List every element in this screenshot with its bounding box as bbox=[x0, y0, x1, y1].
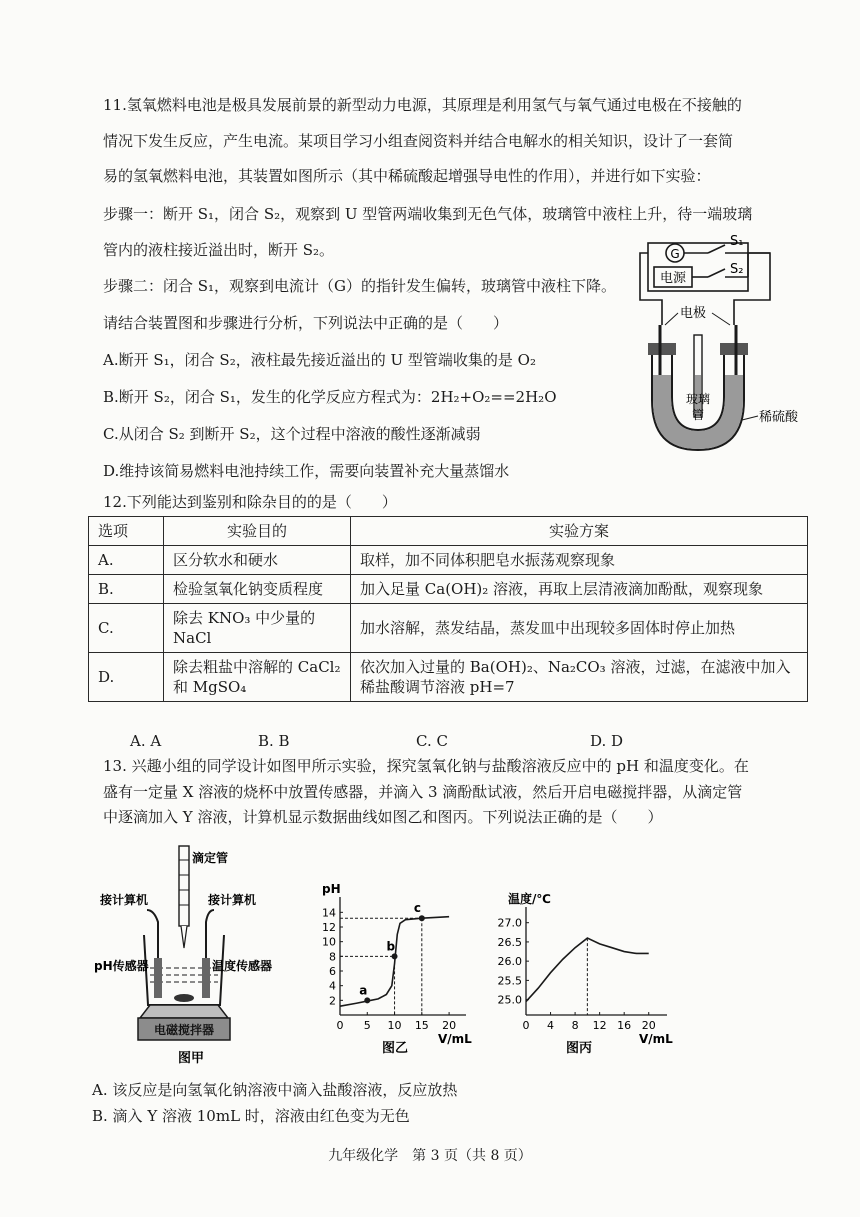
q11-line-3: 易的氢氧燃料电池，其装置如图所示（其中稀硫酸起增强导电性的作用），并进行如下实验： bbox=[103, 167, 711, 185]
x-tick-label: 20 bbox=[442, 1019, 457, 1032]
q11-line-7: 请结合装置图和步骤进行分析，下列说法中正确的是（ ） bbox=[103, 314, 509, 332]
galvanometer-label: G bbox=[670, 247, 680, 261]
x-tick-label: 16 bbox=[617, 1019, 632, 1032]
glass-tube-label-1: 玻璃 bbox=[685, 392, 711, 406]
q11-line-2: 情况下发生反应，产生电流。某项目学习小组查阅资料并结合电解水的相关知识，设计了一套简 bbox=[103, 132, 734, 150]
y-tick-label: 26.0 bbox=[497, 955, 522, 969]
table-header-row bbox=[89, 517, 808, 546]
x-axis-label: V/mL bbox=[639, 1032, 673, 1046]
y-axis-label: 温度/℃ bbox=[508, 892, 551, 906]
s1-label: S₁ bbox=[730, 234, 744, 249]
q13-line-2: 盛有一定量 X 溶液的烧杯中放置传感器，并滴入 3 滴酚酞试液，然后开启电磁搅拌器，从滴定管 bbox=[103, 783, 743, 801]
temp-sensor-label: 温度传感器 bbox=[212, 959, 273, 973]
y-tick-label: 2 bbox=[329, 994, 336, 1008]
y-tick-label: 27.0 bbox=[497, 916, 522, 930]
row-b-option: B. bbox=[89, 575, 164, 604]
fig-bing-temp-chart bbox=[484, 880, 684, 1060]
x-tick-label: 20 bbox=[641, 1019, 656, 1032]
q11-option-b: B.断开 S₂，闭合 S₁，发生的化学反应方程式为：2H₂+O₂==2H₂O bbox=[103, 388, 557, 406]
x-tick-label: 0 bbox=[336, 1019, 344, 1032]
q12-stem: 12.下列能达到鉴别和除杂目的的是（ ） bbox=[103, 493, 397, 511]
table-row bbox=[89, 546, 808, 575]
row-d-option: D. bbox=[89, 653, 164, 702]
x-tick-label: 10 bbox=[387, 1019, 402, 1032]
y-tick-label: 25.0 bbox=[497, 993, 522, 1007]
q11-option-a: A.断开 S₁，闭合 S₂，液柱最先接近溢出的 U 型管端收集的是 O₂ bbox=[103, 351, 536, 369]
stopper-right bbox=[720, 343, 748, 355]
row-a-option: A. bbox=[89, 546, 164, 575]
burette-label: 滴定管 bbox=[192, 851, 229, 865]
row-d-plan: 依次加入过量的 Ba(OH)₂、Na₂CO₃ 溶液，过滤，在滤液中加入稀盐酸调节溶液 pH=7 bbox=[351, 653, 808, 702]
row-b-plan: 加入足量 Ca(OH)₂ 溶液，再取上层清液滴加酚酞，观察现象 bbox=[351, 575, 808, 604]
row-a-plan: 取样，加不同体积肥皂水振荡观察现象 bbox=[351, 546, 808, 575]
stopper-left bbox=[648, 343, 676, 355]
q12-choice-a: A. A bbox=[130, 732, 162, 750]
y-tick-label: 8 bbox=[329, 950, 336, 964]
ph-sensor-icon bbox=[154, 958, 162, 998]
glass-tube-label-2: 管 bbox=[691, 408, 705, 422]
q12-choice-b: B. B bbox=[258, 732, 290, 750]
y-tick-label: 6 bbox=[329, 965, 336, 978]
row-a-purpose: 区分软水和硬水 bbox=[164, 546, 351, 575]
page-footer: 九年级化学 第 3 页（共 8 页） bbox=[328, 1148, 532, 1164]
x-tick-label: 12 bbox=[592, 1019, 607, 1032]
fig-bing-caption: 图丙 bbox=[566, 1041, 593, 1056]
point-label-b: b bbox=[386, 939, 396, 954]
q11-option-c: C.从闭合 S₂ 到断开 S₂，这个过程中溶液的酸性逐渐减弱 bbox=[103, 425, 481, 443]
q11-line-1: 11.氢氧燃料电池是极具发展前景的新型动力电源，其原理是利用氢气与氧气通过电极在不接触的 bbox=[103, 96, 742, 114]
fig-yi-caption: 图乙 bbox=[382, 1041, 409, 1056]
q13-option-b: B. 滴入 Y 溶液 10mL 时，溶液由红色变为无色 bbox=[92, 1107, 410, 1125]
table-row bbox=[89, 575, 808, 604]
row-c-purpose: 除去 KNO₃ 中少量的 NaCl bbox=[164, 604, 351, 653]
q12-choice-c: C. C bbox=[416, 732, 448, 750]
y-tick-label: 10 bbox=[322, 935, 336, 949]
point-label-a: a bbox=[359, 983, 368, 998]
switch-s1-icon bbox=[708, 245, 725, 253]
q12-choice-d: D. D bbox=[590, 732, 624, 750]
table-row bbox=[89, 604, 808, 653]
q13-line-1: 13. 兴趣小组的同学设计如图甲所示实验，探究氢氧化钠与盐酸溶液反应中的 pH 和温度变化。在 bbox=[103, 757, 749, 775]
q13-line-3: 中逐滴加入 Y 溶液，计算机显示数据曲线如图乙和图丙。下列说法正确的是（ ） bbox=[103, 808, 663, 826]
fig-jia-apparatus bbox=[92, 840, 292, 1070]
header-option: 选项 bbox=[89, 517, 164, 546]
y-tick-label: 25.5 bbox=[497, 974, 522, 988]
s2-label: S₂ bbox=[730, 262, 744, 277]
acid-label: 稀硫酸 bbox=[759, 410, 799, 425]
x-tick-label: 4 bbox=[547, 1019, 555, 1032]
y-tick-label: 26.5 bbox=[497, 935, 522, 949]
computer-left-label: 接计算机 bbox=[100, 893, 149, 907]
table-row bbox=[89, 653, 808, 702]
ph-sensor-label: pH传感器 bbox=[94, 959, 149, 973]
computer-right-label: 接计算机 bbox=[208, 893, 257, 907]
y-tick-label: 4 bbox=[329, 979, 336, 993]
point-a bbox=[364, 997, 370, 1003]
row-d-purpose: 除去粗盐中溶解的 CaCl₂ 和 MgSO₄ bbox=[164, 653, 351, 702]
y-tick-label: 12 bbox=[322, 921, 336, 934]
header-plan: 实验方案 bbox=[351, 517, 808, 546]
row-c-plan: 加水溶解，蒸发结晶，蒸发皿中出现较多固体时停止加热 bbox=[351, 604, 808, 653]
fig-jia-caption: 图甲 bbox=[178, 1051, 205, 1066]
x-tick-label: 5 bbox=[363, 1019, 371, 1032]
switch-s2-icon bbox=[708, 269, 725, 277]
y-axis-label: pH bbox=[322, 882, 341, 896]
q11-option-d: D.维持该简易燃料电池持续工作，需要向装置补充大量蒸馏水 bbox=[103, 462, 510, 480]
electrode-label: 电极 bbox=[680, 306, 707, 321]
power-label: 电源 bbox=[659, 271, 687, 286]
q11-line-6: 步骤二：闭合 S₁，观察到电流计（G）的指针发生偏转，玻璃管中液柱下降。 bbox=[103, 277, 617, 295]
temp-sensor-icon bbox=[202, 958, 210, 998]
stirrer-label: 电磁搅拌器 bbox=[153, 1023, 215, 1037]
burette-icon bbox=[179, 846, 189, 926]
x-tick-label: 15 bbox=[414, 1019, 429, 1032]
point-label-c: c bbox=[413, 901, 421, 916]
x-tick-label: 0 bbox=[522, 1019, 530, 1032]
row-b-purpose: 检验氢氧化钠变质程度 bbox=[164, 575, 351, 604]
fig-yi-ph-chart bbox=[300, 880, 480, 1060]
q11-line-5: 管内的液柱接近溢出时，断开 S₂。 bbox=[103, 241, 335, 259]
header-purpose: 实验目的 bbox=[164, 517, 351, 546]
row-c-option: C. bbox=[89, 604, 164, 653]
fuel-cell-figure bbox=[630, 225, 830, 465]
y-tick-label: 14 bbox=[322, 906, 336, 920]
q13-option-a: A. 该反应是向氢氧化钠溶液中滴入盐酸溶液，反应放热 bbox=[92, 1081, 458, 1099]
q12-table bbox=[88, 516, 808, 702]
x-axis-label: V/mL bbox=[438, 1032, 472, 1046]
x-tick-label: 8 bbox=[571, 1019, 579, 1032]
q11-line-4: 步骤一：断开 S₁，闭合 S₂，观察到 U 型管两端收集到无色气体，玻璃管中液柱上升，待一端玻璃 bbox=[103, 205, 753, 223]
